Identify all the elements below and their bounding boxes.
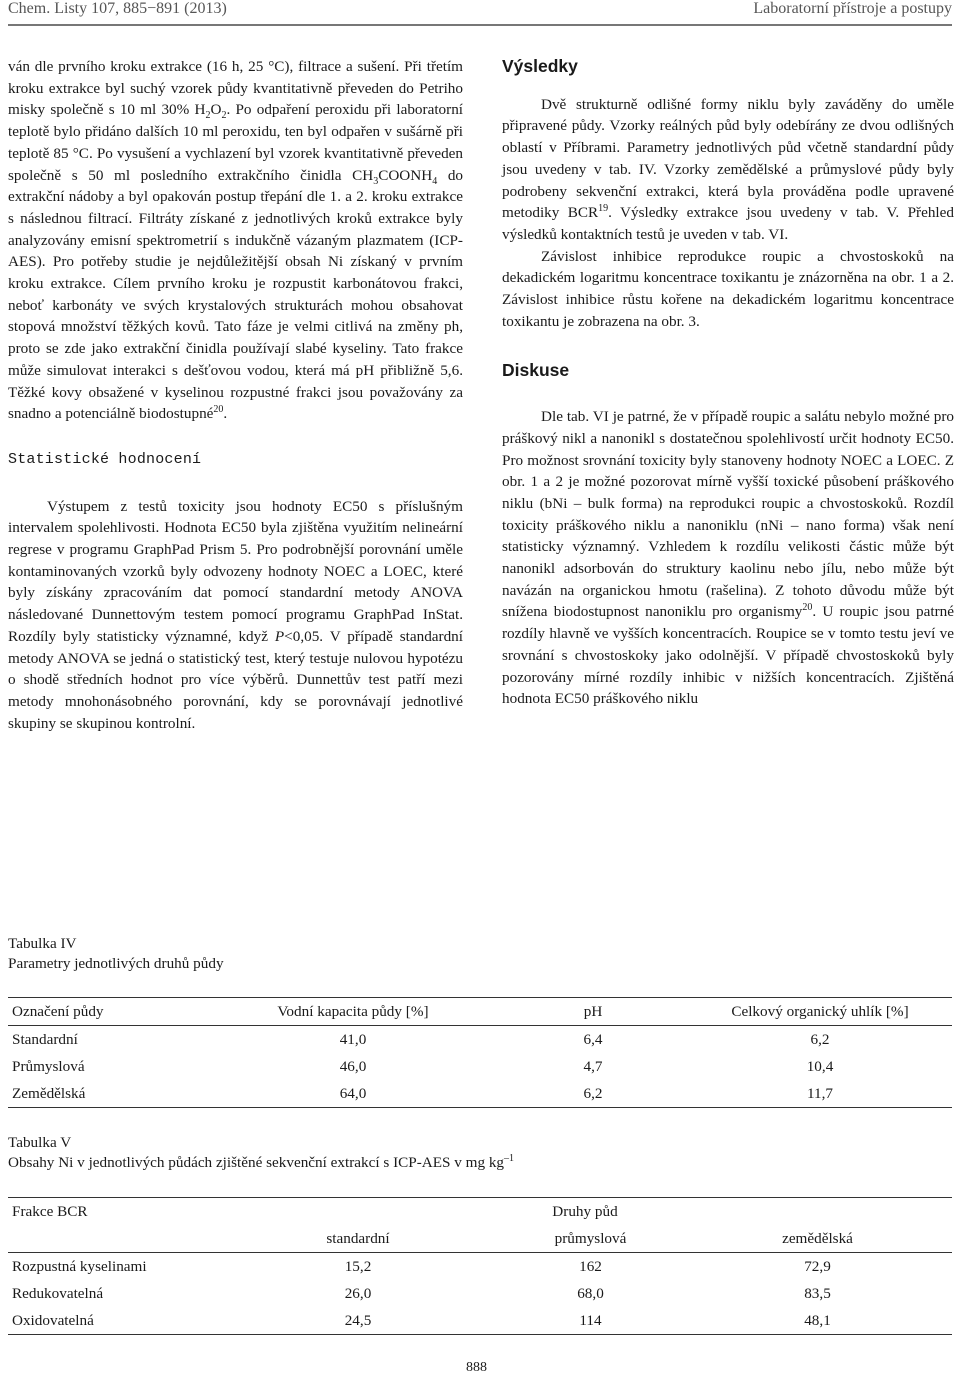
table-cell: 41,0 [339,1030,367,1048]
table-cell: 46,0 [339,1057,367,1075]
table4-header-cell: Označení půdy [8,998,208,1026]
table-cell: 68,0 [577,1284,604,1302]
table5-header-cell: Druhy půd [218,1198,952,1226]
table5-subheader-cell: zemědělská [683,1225,952,1253]
table-cell: Standardní [12,1030,78,1048]
table5-title: Obsahy Ni v jednotlivých půdách zjištěné sekvenční extrakcí s ICP-AES v mg $kg^{-1}$ [8,1152,515,1171]
table-row [8,1053,952,1080]
journal-citation: Chem. Listy 107, 885−891 (2013) [8,0,227,17]
table-cell: 15,2 [344,1257,372,1275]
table5 [8,1197,952,1335]
table4-header-row [8,998,952,1026]
table-cell: 11,7 [688,1080,952,1108]
table5-label: Tabulka V [8,1134,72,1151]
table-cell: 6,2 [498,1080,688,1108]
table-cell: 162 [579,1257,602,1275]
table-cell: 26,0 [344,1284,372,1302]
table5-subheader-cell: průmyslová [498,1225,683,1253]
table-cell: 6,4 [583,1030,603,1048]
table-cell: 72,9 [804,1257,831,1275]
header-rule [8,24,952,26]
table-cell: Rozpustná kyselinami [12,1257,147,1275]
table-cell: 48,1 [683,1307,952,1335]
table-row [8,1307,952,1335]
table-cell: 64,0 [208,1080,498,1108]
table4-title: Parametry jednotlivých druhů půdy [8,955,224,972]
table4-header-cell: Celkový organický uhlík [%] [688,998,952,1026]
left-paragraph-1: ván dle prvního kroku extrakce (16 h, 25 °C), filtrace a sušení. Při třetím kroku extrakce byl suchý vzorek půdy kvantitativně převeden do Petriho misky společně s 10 ml 30% $H_2O_2$. Po odpaření peroxidu při laboratorní teplotě bylo přidáno dalších 10 ml peroxidu, ten byl odpařen v sušárně při teplotě 85 °C. Po vysušení a vychlazení byl vzorek kvantitativně převeden společně s 50 ml posledního extrakčního činidla $CH_3COONH_4$ do extrakční nádoby a byl opakován postup třepání dle 1. a 2. kroku extrakce s následnou filtrací. Filtráty získané z jednotlivých kroků extrakce byly analyzovány emisní spektrometrií s indukčně vázaným plazmatem (ICP-AES). Pro potřeby studie je nejdůležitější obsah Ni získaný v prvním kroku extrakce. Cílem prvního kroku je rozpustit karbonátovou frakci, neboť karbonáty ve svých krystalových strukturách mohou obsahovat stopová množství těžkých kovů. Tato fáze je velmi citlivá na změny ph, proto se zde jako extrakční činidla používají slabé kyseliny. Tato frakce může simulovat interakci s dešťovou vodou, která má pH přibližně 5,6. Těžké kovy obsažené v kyselinou rozpustné frakci jsou považovány za snadno a potenciálně biodostupné$^{20}$. [8,58,464,423]
table-cell: 4,7 [583,1057,603,1075]
table-cell: 114 [498,1307,683,1335]
table5-subheader-row [8,1225,952,1253]
table4-header-cell: pH [498,998,688,1026]
table5-empty-cell [8,1225,218,1253]
table4-caption [8,934,224,974]
table4-label: Tabulka IV [8,935,77,952]
statistics-heading: Statistické hodnocení [8,450,202,468]
table5-header-cell: Frakce BCR [8,1198,218,1226]
results-heading: Výsledky [502,56,578,76]
table4 [8,997,952,1108]
table-cell: 10,4 [806,1057,834,1075]
table-cell: 83,5 [804,1284,831,1302]
table-row [8,1280,952,1307]
section-title: Laboratorní přístroje a postupy [753,0,952,17]
table-cell: 24,5 [218,1307,498,1335]
table-row [8,1080,952,1108]
table5-header-row [8,1198,952,1226]
table-cell: 6,2 [810,1030,830,1048]
discussion-heading: Diskuse [502,360,570,381]
table4-header-cell: Vodní kapacita půdy [%] [208,998,498,1026]
table-cell: Průmyslová [12,1057,85,1075]
running-header [8,0,952,26]
right-column [502,56,954,710]
table5-caption [8,1133,514,1173]
table-row [8,1026,952,1054]
left-paragraph-2: Výstupem z testů toxicity jsou hodnoty EC50 s příslušným intervalem spolehlivosti. Hodnota EC50 byla zjištěna využitím nelineární regrese v programu GraphPad Prism 5. Pro podrobnější porovnání uměle kontaminovaných vzorků byly odvozeny hodnoty NOEC a LOEC, které byly získány zpracováním dat pomocí standardní metody ANOVA následované Dunnettovým testem pomocí programu GraphPad InStat. Rozdíly byly statisticky významné, když P<0,05. V případě standardní metody ANOVA se jedná o statistický test, který testuje nulovou hypotézu o shodě středních hodnot pro více výběrů. Dunnettův test patří mezi metody mnohonásobného porovnání, kdy se porovnávají jednotlivé skupiny se skupinou kontrolní. [8,497,463,732]
table-row [8,1253,952,1281]
table5-subheader-cell: standardní [218,1225,498,1253]
left-column [8,56,463,734]
results-paragraph-1: Dvě strukturně odlišné formy niklu byly zaváděny do uměle připravené půdy. Vzorky reálných půd byly odebírány ze dvou odlišných oblastí v Příbrami. Parametry jednotlivých půd včetně standardní půdy jsou uvedeny v tab. IV. Vzorky zemědělské a průmyslové půdy byly podrobeny sekvenční extrakci, která byla prováděna podle upravené metodiky BCR$^{19}$. Výsledky extrakce jsou uvedeny v tab. V. Přehled výsledků kontaktních testů je uveden v tab. VI. [502,95,954,243]
page-number: 888 [466,1360,487,1375]
table-cell: Zemědělská [8,1080,208,1108]
table-cell: Oxidovatelná [8,1307,218,1335]
table-cell: Redukovatelná [12,1284,104,1302]
discussion-paragraph: Dle tab. VI je patrné, že v případě roupic a salátu nebylo možné pro práškový nikl a nanonikl s dostatečnou spolehlivostí určit hodnoty EC50. Pro možnost srovnání toxicity byly stanoveny hodnoty NOEC a LOEC. Z obr. 1 a 2 je možné pozorovat mírně vyšší toxické působení práškového niklu (bNi – bulk forma) na reprodukci roupic a chvostoskoků. Rozdíl toxicity práškového niklu a nanoniklu (nNi – nano forma) však není statisticky významný. Vzhledem k rozdílu velikosti částic může být nanonikl adsorbován do struktury kaolinu nebo jílu, nebo může být navázán na organickou hmotu (rašelina). Z tohoto důvodu může být snížena biodostupnost nanoniklu pro organismy$^{20}$. U roupic jsou patrné rozdíly hlavně ve vyšších koncentracích. Roupice se v tomto testu jeví ve srovnání s chvostoskoky jako odolnější. V případě chvostoskoků byly pozorovány mírné rozdíly inhibic v nižších koncentracích. Zjištěná hodnota EC50 práškového niklu [502,408,954,708]
results-paragraph-2: Závislost inhibice reprodukce roupic a chvostoskoků na dekadickém logaritmu koncentrace toxikantu je znázorněna na obr. 1 a 2. Závislost inhibice růstu kořene na dekadickém logaritmu koncentrace toxikantu je zobrazena na obr. 3. [502,247,954,330]
